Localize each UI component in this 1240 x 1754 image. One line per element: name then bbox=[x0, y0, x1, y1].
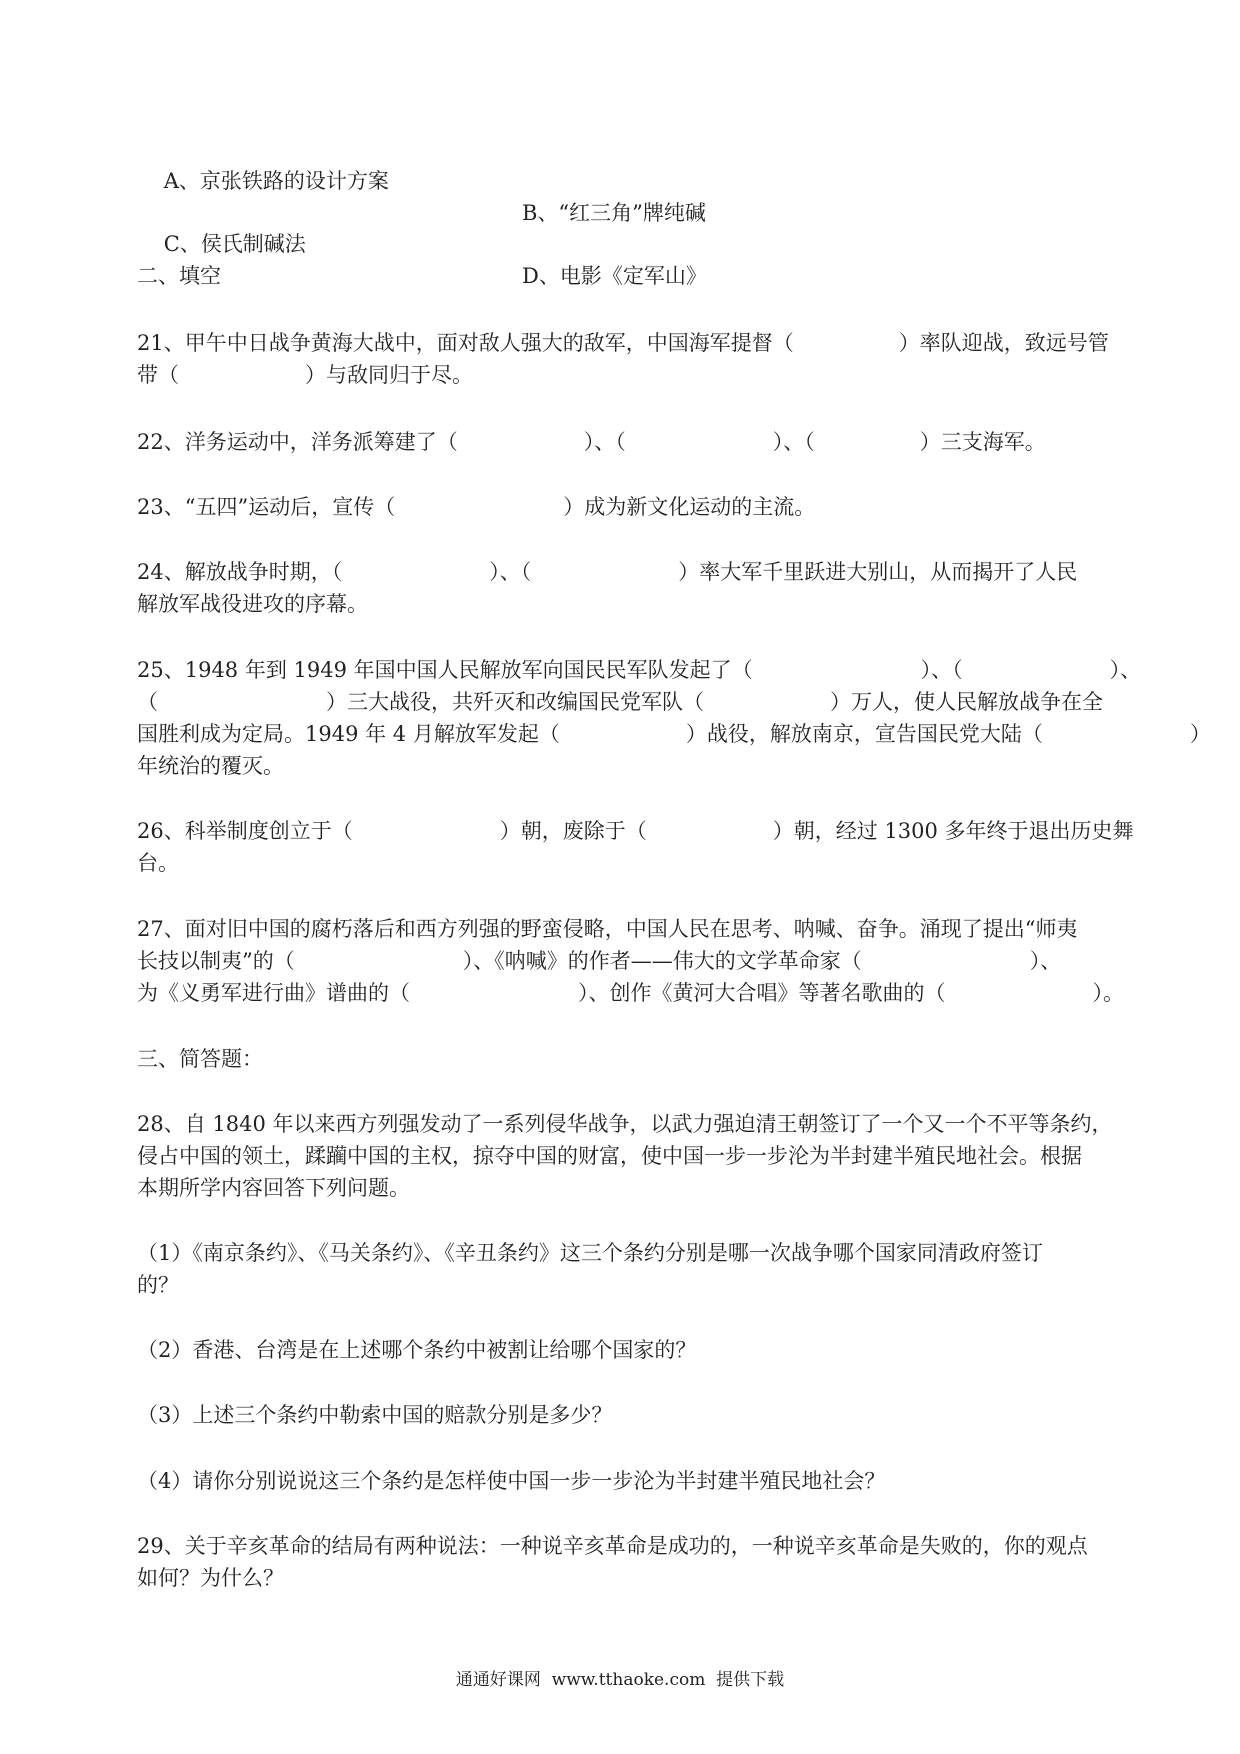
question-27-line-1: 27、面对旧中国的腐朽落后和西方列强的野蛮侵略，中国人民在思考、呐喊、奋争。涌现了提出“师夷 bbox=[137, 917, 1078, 941]
question-28-3: （3）上述三个条约中勒索中国的赔款分别是多少？ bbox=[137, 1403, 613, 1427]
question-27-line-2: 长技以制夷”的（ ）、《呐喊》的作者——伟大的文学革命家（ ）、 bbox=[137, 949, 1062, 973]
question-25-line-2: （ ）三大战役，共歼灭和改编国民党军队（ ）万人，使人民解放战争在全 bbox=[137, 690, 1103, 714]
question-21-line-1: 21、甲午中日战争黄海大战中，面对敌人强大的敌军，中国海军提督（ ）率队迎战，致远号管 bbox=[137, 331, 1109, 355]
option-d: D、电影《定军山》 bbox=[522, 264, 707, 288]
question-28-1-line-1: （1）《南京条约》、《马关条约》、《辛丑条约》这三个条约分别是哪一次战争哪个国家同清政府签订 bbox=[137, 1241, 1043, 1265]
option-c: C、侯氏制碱法 bbox=[163, 232, 306, 256]
question-28-4: （4）请你分别说说这三个条约是怎样使中国一步一步沦为半封建半殖民地社会？ bbox=[137, 1469, 886, 1493]
question-25-line-3: 国胜利成为定局。1949 年 4 月解放军发起（ ）战役，解放南京，宣告国民党大陆（ ） bbox=[137, 722, 1211, 746]
question-28-2: （2）香港、台湾是在上述哪个条约中被割让给哪个国家的？ bbox=[137, 1338, 697, 1362]
question-25-line-4: 年统治的覆灭。 bbox=[137, 754, 284, 778]
question-24-line-1: 24、解放战争时期，（ ）、（ ）率大军千里跃进大别山，从而揭开了人民 bbox=[137, 560, 1078, 584]
question-26-line-2: 台。 bbox=[137, 851, 179, 875]
question-27-line-3: 为《义勇军进行曲》谱曲的（ ）、创作《黄河大合唱》等著名歌曲的（ ）。 bbox=[137, 981, 1124, 1005]
question-29-line-1: 29、关于辛亥革命的结局有两种说法：一种说辛亥革命是成功的，一种说辛亥革命是失败的，你的观点 bbox=[137, 1534, 1088, 1558]
question-26-line-1: 26、科举制度创立于（ ）朝，废除于（ ）朝，经过 1300 多年终于退出历史舞 bbox=[137, 819, 1134, 843]
question-28-line-2: 侵占中国的领土，蹂躏中国的主权，掠夺中国的财富，使中国一步一步沦为半封建半殖民地社会。根据 bbox=[137, 1144, 1082, 1168]
question-24-line-2: 解放军战役进攻的序幕。 bbox=[137, 592, 368, 616]
question-29-line-2: 如何？为什么？ bbox=[137, 1566, 284, 1590]
question-25-line-1: 25、1948 年到 1949 年国中国人民解放军向国民民军队发起了（ ）、（ ）、 bbox=[137, 658, 1142, 682]
question-21-line-2: 带（ ）与敌同归于尽。 bbox=[137, 363, 473, 387]
question-28-line-1: 28、自 1840 年以来西方列强发动了一系列侵华战争，以武力强迫清王朝签订了一个又一个不平等条约， bbox=[137, 1112, 1113, 1136]
section-title-short-answer: 三、简答题： bbox=[137, 1047, 263, 1071]
question-23: 23、“五四”运动后，宣传（ ）成为新文化运动的主流。 bbox=[137, 495, 816, 519]
section-title-fill-blank: 二、填空 bbox=[137, 264, 221, 288]
question-22: 22、洋务运动中，洋务派筹建了（ ）、（ ）、（ ）三支海军。 bbox=[137, 430, 1046, 454]
option-a: A、京张铁路的设计方案 bbox=[163, 169, 389, 193]
page-footer: 通通好课网 www.tthaoke.com 提供下载 bbox=[455, 1670, 785, 1690]
option-b: B、“红三角”牌纯碱 bbox=[522, 201, 706, 225]
question-28-line-3: 本期所学内容回答下列问题。 bbox=[137, 1176, 410, 1200]
question-28-1-line-2: 的？ bbox=[137, 1273, 179, 1297]
